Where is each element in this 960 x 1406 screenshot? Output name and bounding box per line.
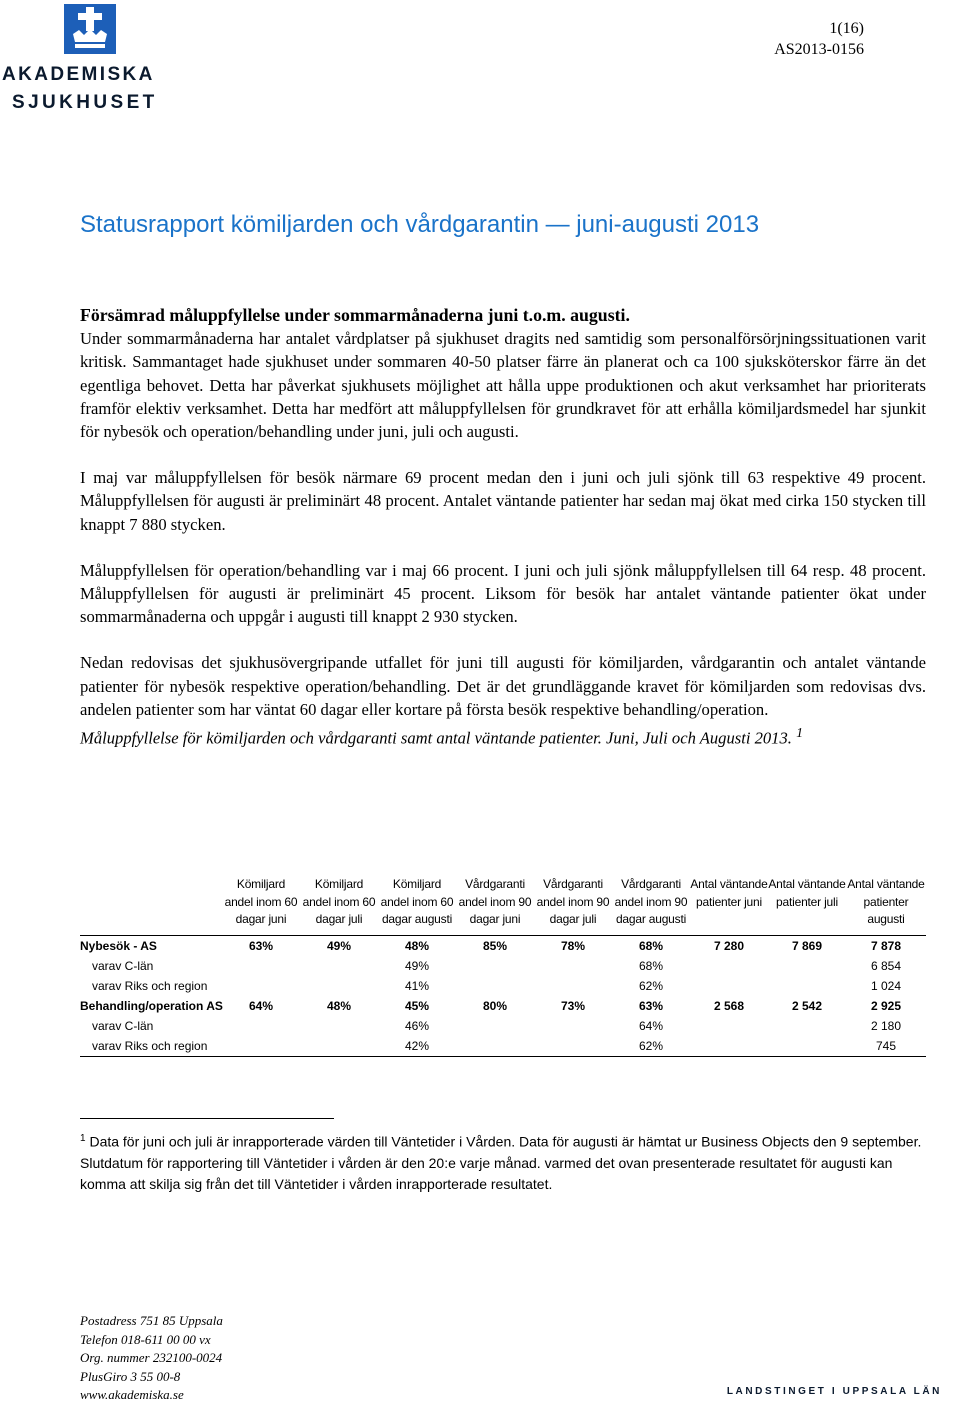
- results-table: [80, 876, 926, 1057]
- header-cell: Antal väntande patienter juni: [690, 877, 768, 909]
- table-cell: [768, 1016, 846, 1036]
- document-id: AS2013-0156: [774, 41, 864, 58]
- table-cell: 2 568: [713, 998, 745, 1013]
- table-cell: 64%: [638, 1018, 664, 1033]
- header-cell: Vårdgaranti andel inom 90 dagar juni: [458, 877, 532, 926]
- address-website: www.akademiska.se: [80, 1387, 184, 1402]
- table-cell: 45%: [404, 998, 430, 1013]
- table-cell: 68%: [638, 938, 664, 953]
- county-council-name: LANDSTINGET I UPPSALA LÄN: [726, 1386, 942, 1397]
- table-caption-footnote-ref: 1: [796, 725, 803, 741]
- row-label: varav C-län: [92, 1018, 154, 1033]
- header-cell: Vårdgaranti andel inom 90 dagar augusti: [614, 877, 688, 926]
- table-cell: [222, 956, 300, 976]
- footnote-rule: [80, 1118, 334, 1119]
- table-cell: [534, 976, 612, 996]
- address-org-number: Org. nummer 232100-0024: [80, 1350, 223, 1365]
- akademiska-logo: [0, 0, 190, 120]
- table-cell: [768, 1036, 846, 1057]
- row-label: varav C-län: [92, 958, 154, 973]
- crown-cross-logo-icon: [64, 4, 116, 54]
- table-cell: [690, 956, 768, 976]
- table-cell: 48%: [404, 938, 430, 953]
- section-heading: Försämrad måluppfyllelse under sommarmånaderna juni t.o.m. augusti.: [80, 305, 630, 325]
- address-postal: Postadress 751 85 Uppsala: [80, 1313, 223, 1328]
- table-cell: 80%: [482, 998, 508, 1013]
- table-cell: 62%: [638, 1038, 664, 1053]
- table-cell: [456, 956, 534, 976]
- table-row: [80, 956, 926, 976]
- table-cell: 78%: [560, 938, 586, 953]
- table-cell: 46%: [404, 1018, 430, 1033]
- table-cell: 7 280: [713, 938, 745, 953]
- logo-text-line1: AKADEMISKA: [2, 64, 155, 85]
- footnote-text: Data för juni och juli är inrapporterade värden till Väntetider i Vården. Data för augusti är hämtat ur Business Objects den 9 september. Slutdatum för rapportering till Väntetider i vården är den 20:e varje månad. varmed det ovan presenterade resultatet för augusti kan komma att skilja sig från det till Väntetider i vården inrapporterade resultatet.: [80, 1133, 922, 1192]
- header-cell: Kömiljard andel inom 60 dagar juli: [302, 877, 376, 926]
- table-cell: 63%: [248, 938, 274, 953]
- header-cell: [80, 876, 222, 935]
- table-cell: 7 869: [791, 938, 823, 953]
- table-cell: 68%: [638, 958, 664, 973]
- paragraph-4: Nedan redovisas det sjukhusövergripande utfallet för juni till augusti för kömiljarden, vårdgarantin och antalet väntande patienter för nybesök respektive operation/behandling. Det är det grundläggande kravet för kömiljarden som redovisas dvs. andelen patienter som har väntat 60 dagar eller kortare på första besök respektive behandling/operation.: [80, 653, 926, 719]
- table-cell: [222, 1016, 300, 1036]
- table-cell: [690, 1036, 768, 1057]
- table-cell: 42%: [404, 1038, 430, 1053]
- table-cell: 62%: [638, 978, 664, 993]
- document-body: [80, 304, 926, 750]
- row-label: varav Riks och region: [92, 1038, 208, 1053]
- table-cell: 73%: [560, 998, 586, 1013]
- table-cell: 6 854: [870, 958, 902, 973]
- table-cell: [534, 956, 612, 976]
- header-cell: Kömiljard andel inom 60 dagar juni: [224, 877, 298, 926]
- header-cell: Antal väntande patienter augusti: [847, 877, 925, 926]
- row-label: Behandling/operation AS: [80, 998, 223, 1013]
- table-cell: [300, 1036, 378, 1057]
- table-cell: 2 925: [870, 998, 902, 1013]
- table-cell: 2 542: [791, 998, 823, 1013]
- table-cell: 64%: [248, 998, 274, 1013]
- table-cell: 63%: [638, 998, 664, 1013]
- table-cell: [534, 1036, 612, 1057]
- document-title: Statusrapport kömiljarden och vårdgarantin — juni-augusti 2013: [80, 211, 760, 238]
- table-cell: 745: [875, 1038, 897, 1053]
- footnote: [80, 1128, 926, 1195]
- table-caption: [80, 721, 926, 750]
- paragraph-3: Måluppfyllelsen för operation/behandling var i maj 66 procent. I juni och juli sjönk måluppfyllelsen till 64 resp. 48 procent. Måluppfyllelsen för augusti är preliminärt 45 procent. Liksom för besök har antalet väntande patienter ökat under sommarmånaderna och uppgår i augusti till knappt 2 930 stycken.: [80, 560, 926, 627]
- table-cell: [222, 976, 300, 996]
- logo-text-line2: SJUKHUSET: [12, 92, 158, 113]
- page-header-info: [774, 18, 864, 60]
- table-cell: 49%: [404, 958, 430, 973]
- table-cell: [300, 956, 378, 976]
- table-cell: 48%: [326, 998, 352, 1013]
- footnote-number: 1: [80, 1133, 86, 1144]
- header-cell: Vårdgaranti andel inom 90 dagar juli: [536, 877, 610, 926]
- table-cell: [456, 1016, 534, 1036]
- row-label: Nybesök - AS: [80, 938, 157, 953]
- paragraph-1: Under sommarmånaderna har antalet vårdplatser på sjukhuset dragits ned samtidig som personalförsörjningssituationen varit kritisk. Sammantaget hade sjukhuset under sommaren 40-50 platser färre än planerat och ca 100 sjuksköterskor färre än det egentliga behovet. Detta har påverkat sjukhusets möjlighet att hålla uppe produktionen och akut verksamhet har prioriterats framför elektiv verksamhet. Detta har medfört att måluppfyllelsen för grundkravet för att erhålla kömiljardsmedel har sjunkit för nybesök och operation/behandling under juni, juli och augusti.: [80, 329, 926, 442]
- table-caption-text: Måluppfyllelse för kömiljarden och vårdgaranti samt antal väntande patienter. Juni, Juli och Augusti 2013.: [80, 728, 792, 748]
- table-cell: [300, 976, 378, 996]
- table-cell: 41%: [404, 978, 430, 993]
- table-cell: [768, 976, 846, 996]
- table-cell: [222, 1036, 300, 1057]
- table-cell: [690, 1016, 768, 1036]
- table-row: [80, 1016, 926, 1036]
- table-cell: [300, 1016, 378, 1036]
- header-cell: Kömiljard andel inom 60 dagar augusti: [380, 877, 454, 926]
- table-cell: [456, 1036, 534, 1057]
- table-row: [80, 935, 926, 956]
- table-row: [80, 1036, 926, 1057]
- table-cell: 85%: [482, 938, 508, 953]
- page-number: 1(16): [829, 20, 864, 37]
- table-cell: 7 878: [870, 938, 902, 953]
- paragraph-2: I maj var måluppfyllelsen för besök närmare 69 procent medan den i juni och juli sjönk till 63 respektive 49 procent. Måluppfyllelsen för augusti är preliminärt 48 procent. Antalet väntande patienter har sedan maj ökat med cirka 150 stycken till knappt 7 880 stycken.: [80, 468, 926, 534]
- table-row: [80, 996, 926, 1016]
- table-row: [80, 976, 926, 996]
- table-cell: 2 180: [870, 1018, 902, 1033]
- table-cell: [534, 1016, 612, 1036]
- address-plusgiro: PlusGiro 3 55 00-8: [80, 1368, 181, 1384]
- table-cell: 49%: [326, 938, 352, 953]
- header-cell: Antal väntande patienter juli: [768, 877, 846, 909]
- table-header-row: [80, 876, 926, 935]
- postal-address: [80, 1312, 223, 1405]
- table-cell: [456, 976, 534, 996]
- table-cell: 1 024: [870, 978, 902, 993]
- row-label: varav Riks och region: [92, 978, 208, 993]
- address-phone: Telefon 018-611 00 00 vx: [80, 1331, 211, 1347]
- table-cell: [768, 956, 846, 976]
- table-cell: [690, 976, 768, 996]
